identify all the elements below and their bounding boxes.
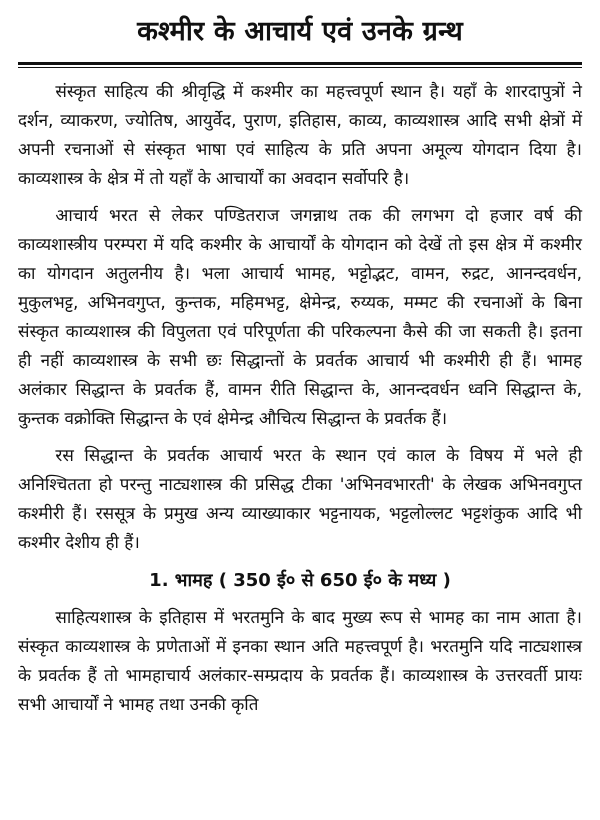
section-paragraph: साहित्यशास्त्र के इतिहास में भरतमुनि के बाद मुख्य रूप से भामह का नाम आता है। संस्कृत काव्यशास्त्र के प्रणेताओं में इनका स्थान अति महत्त्वपूर्ण है। भरतमुनि यदि नाट्यशास्त्र के प्रवर्तक हैं तो भामहाचार्य अलंकार-सम्प्रदाय के प्रवर्तक हैं। काव्यशास्त्र के उत्तरवर्ती प्रायः सभी आचार्यों ने भामह तथा उनकी कृति: [18, 608, 582, 715]
paragraph-1: संस्कृत साहित्य की श्रीवृद्धि में कश्मीर का महत्त्वपूर्ण स्थान है। यहाँ के शारदापुत्रों ने दर्शन, व्याकरण, ज्योतिष, आयुर्वेद, पुराण, इतिहास, काव्य, काव्यशास्त्र आदि सभी क्षेत्रों में अपनी रचनाओं से संस्कृत भाषा एवं साहित्य के प्रति अपना अमूल्य योगदान दिया है। काव्यशास्त्र के क्षेत्र में तो यहाँ के आचार्यों का अवदान सर्वोपरि है।: [18, 82, 582, 189]
body-text: [0, 68, 600, 720]
page-title: कश्मीर के आचार्य एवं उनके ग्रन्थ: [137, 16, 463, 47]
title-rule-thick: [18, 62, 582, 65]
section-heading: 1. भामह ( 350 ई० से 650 ई० के मध्य ): [149, 570, 451, 591]
paragraph-3: रस सिद्धान्त के प्रवर्तक आचार्य भरत के स्थान एवं काल के विषय में भले ही अनिश्चितता हो परन्तु नाट्यशास्त्र की प्रसिद्ध टीका 'अभिनवभारती' के लेखक अभिनवगुप्त कश्मीरी हैं। रससूत्र के प्रमुख अन्य व्याख्याकार भट्टनायक, भट्टलोल्लट भट्टशंकुक आदि भी कश्मीर देशीय ही हैं।: [18, 446, 582, 553]
paragraph-2: आचार्य भरत से लेकर पण्डितराज जगन्नाथ तक की लगभग दो हजार वर्ष की काव्यशास्त्रीय परम्परा में यदि कश्मीर के आचार्यों के योगदान को देखें तो इस क्षेत्र में कश्मीर का योगदान अतुलनीय है। भला आचार्य भामह, भट्टोद्भट, वामन, रुद्रट, आनन्दवर्धन, मुकुलभट्ट, अभिनवगुप्त, कुन्तक, महिमभट्ट, क्षेमेन्द्र, रुय्यक, मम्मट की रचनाओं के बिना संस्कृत काव्यशास्त्र की विपुलता एवं परिपूर्णता की परिकल्पना कैसे की जा सकती है। इतना ही नहीं काव्यशास्त्र के सभी छः सिद्धान्तों के प्रवर्तक आचार्य भी कश्मीरी ही हैं। भामह अलंकार सिद्धान्त के प्रवर्तक हैं, वामन रीति सिद्धान्त के, आनन्दवर्धन ध्वनि सिद्धान्त के, कुन्तक वक्रोक्ति सिद्धान्त के एवं क्षेमेन्द्र औचित्य सिद्धान्त के प्रवर्तक हैं।: [18, 206, 582, 429]
